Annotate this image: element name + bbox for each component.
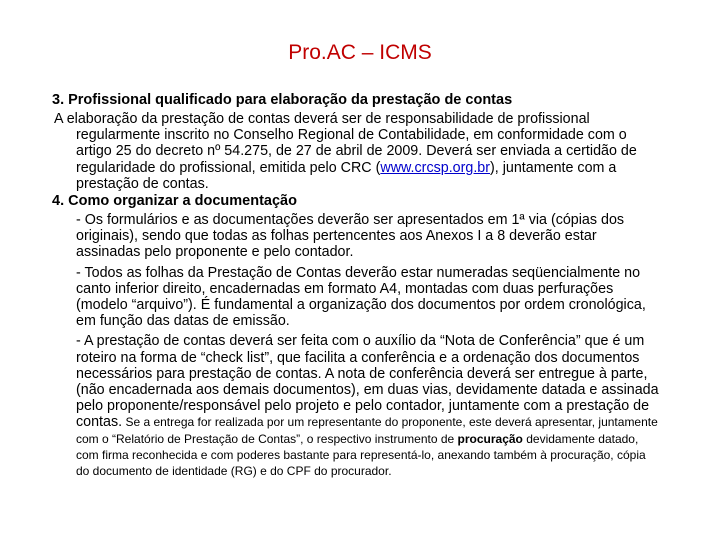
section-4-item-3-note	[76, 415, 658, 478]
note-text-end: devidamente datado, com firma reconhecida e com poderes bastante para representá-lo, anexando também à procuração, cópia do documento de identidade (RG) e do CPF do procurador.	[76, 431, 646, 479]
section-4-item-2: - Todos as folhas da Prestação de Contas deverão estar numeradas seqüencialmente no canto inferior direito, encadernadas em formato A4, montadas com duas perfurações (modelo “arquivo”). É fundamental a organização dos documentos por ordem cronológica, em função das datas de emissão.	[76, 264, 646, 330]
slide-title: Pro.AC – ICMS	[288, 41, 432, 64]
section-4-item-1: - Os formulários e as documentações deverão ser apresentados em 1ª via (cópias dos originais), sendo que todas as folhas pertencentes aos Anexos I a 8 deverão estar assinadas pelo proponente e pelo contador.	[76, 212, 625, 261]
section-4-item-3-main: - A prestação de contas deverá ser feita com o auxílio da “Nota de Conferência” que é um roteiro na forma de “check list”, que facilita a conferência e a ordenação dos documentos necessários para prestação de contas. A nota de conferência deverá ser entregue à parte, (não encadernada aos demais documentos), em duas vias, devidamente datada e assinada pelo proponente/responsável pelo projeto e pelo contador, juntamente com a prestação de contas.	[76, 333, 659, 431]
note-text-start: Se a entrega for realizada por um representante do proponente, este deverá apresentar, juntamente com o “Relatório de Prestação de Contas”, o respectivo instrumento de	[76, 415, 658, 446]
crc-link[interactable]: www.crcsp.org.br	[380, 159, 491, 176]
slide-content	[52, 92, 662, 479]
section-4-item-3	[52, 333, 662, 479]
section-3-text-end: ), juntamente com a prestação de contas.	[76, 159, 617, 192]
section-3-heading: 3. Profissional qualificado para elaboração da prestação de contas	[52, 92, 513, 108]
section-4-heading: 4. Como organizar a documentação	[52, 193, 297, 210]
note-bold-term: procuração	[457, 431, 523, 446]
section-3-text-start: A elaboração da prestação de contas deverá ser de responsabilidade de profissional regularmente inscrito no Conselho Regional de Contabilidade, em conformidade com o artigo 25 do decreto nº 54.275, de 27 de abril de 2009. Deverá ser enviada a certidão de regularidade do profissional, emitida pelo CRC (	[54, 111, 637, 176]
section-3-paragraph	[52, 111, 662, 192]
